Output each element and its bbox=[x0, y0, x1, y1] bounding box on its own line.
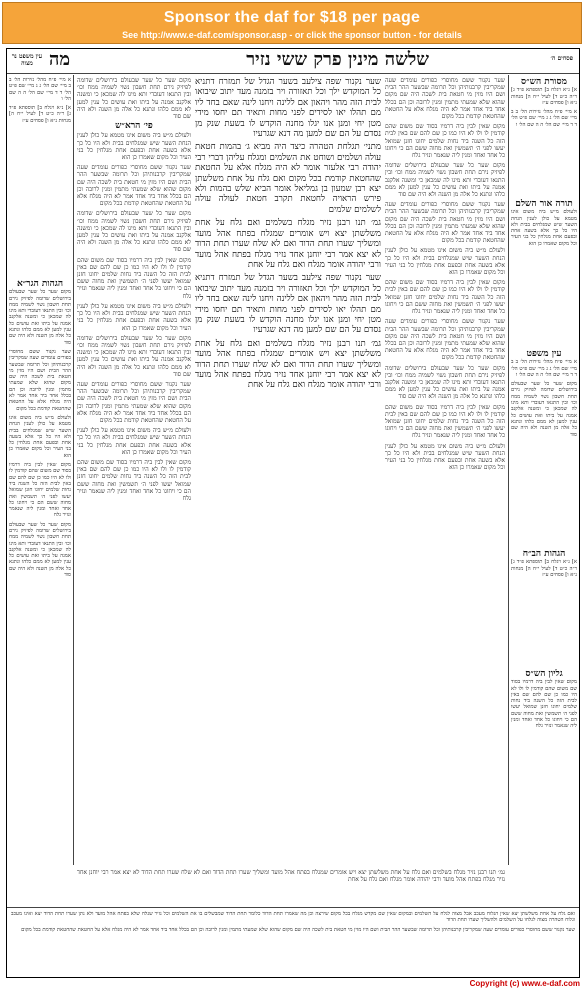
ein-mishpat-right-column bbox=[511, 349, 577, 549]
header-divider bbox=[7, 73, 579, 74]
gemara-text-a: שער נקנור שפה צילעב בשער הגדל של תמזרח דתניא כל המוקדש ילך וכל תאזורה ויר בזמנה מעד יתוב שיבואו לבית הזה מהר ויהאון אם ללינה ויחנו לינה שאם בחד ליו מם תהלו יאו לסידים לפני מחות ותאיד תם יחסו מידי מטן יחי ומנן אנו יגלו מחנה הוקדש לו בשעת שנק מן נסדם על הם שם למען מה דנא שגרעיו bbox=[195, 77, 381, 140]
rashi-column bbox=[385, 77, 505, 867]
masoret-hashas-column bbox=[511, 77, 577, 197]
rashi-text-10: ולעולם מ״ש ביה משום אינו מטמא על כולן לענין הנחת השער שיש שמגלחים בבית ולא היו כל כך אלא בשעה אחת ובפעם אחת מגלחין כל בני העיר וכל מקום שאמרו כן הוא bbox=[385, 442, 505, 472]
tosafot-text-1: מקום שער כל שער שבעולם בירושלים שדומה לפיזיק נירם תחת חשבון נשוי לשמיה ממח וכו׳ ובין התנאו דעובדי ותא מיגו לה שמכאן כי ומשנה אלקנב אמנה על ביתו ואת עושים כל ענין למען לא ממם כלהו ונתנא כל אלה מן השנה ולא היה שם סוד bbox=[77, 77, 191, 121]
bottom-footnote-text-2: שער נקנור ששם מחוסרי כפורים עומדים שעה שמקריבין קרבנותיהן וכל תרומה שבשער ההר הבית ושם היו מזין מי חטאת בית לשכה היה שם מקום שהוא שלא שמעתי מתמין ומנין לרובה וכן הם בכלל אחד ביד אחד אמר לא היה מגלח אלא על החטאת שהחטאת קודמת בכל מקום bbox=[21, 926, 575, 933]
tosafot-text-3: שער נקנור ששם מחוסרי כפורים עומדים שעה שמקריבין קרבנותיהן וכל תרומה שבשער ההר הבית ושם היו מזין מי חטאת בית לשכה היה שם מקום שהוא שלא שמעתי מתמין ומנין לרובה וכן הם בכלל אחד ביד אחד אמר לא היה מגלח אלא על החטאת שהחטאת קודמת בכל מקום bbox=[77, 164, 191, 208]
tosafot-text-5: מקום שאין לבין ביה דרמיו בסוד שם משום שהם קודמין לו ולו לא היו כמו כן שם להם שם באין לבית הזה כל השנה ביד נחות שלמים יחוגו חזנן שמואל יעשו לפני ה׳ תשמשין ואת מחוה ששם הם כי ויחוגו כל אחד ואחד ומנין ליה שנאמר ונזיר גלח bbox=[77, 256, 191, 300]
gemara-main-column bbox=[195, 77, 381, 697]
masoret-text: א] נ״א ויגלח ב] תוספתא פ״ד ג] ר״ה כ״ט ד] לעיל י״ח ה] מנחות נ״א ו] פסחים ע״ז bbox=[511, 87, 577, 106]
sponsor-title[interactable]: Sponsor the daf for $18 per page bbox=[163, 9, 421, 26]
header-right-label: פסחים ה׳ bbox=[550, 55, 573, 62]
footnote-divider bbox=[7, 907, 579, 908]
tosafot-text-6: ולעולם מ״ש ביה משום אינו מטמא על כולן לענין הנחת השער שיש שמגלחים בבית ולא היו כל כך אלא בשעה אחת ובפעם אחת מגלחין כל בני העיר וכל מקום שאמרו כן הוא bbox=[77, 302, 191, 332]
rashi-text-4: שער נקנור ששם מחוסרי כפורים עומדים שעה שמקריבין קרבנותיהן וכל תרומה שבשער ההר הבית ושם היו מזין מי חטאת בית לשכה היה שם מקום שהוא שלא שמעתי מתמין ומנין לרובה וכן הם בכלל אחד ביד אחד אמר לא היה מגלח אלא על החטאת שהחטאת קודמת בכל מקום bbox=[385, 201, 505, 245]
gemara-text-c: גמ׳ תנו רבנן נזיר מגלח בשלמים ואם גלח על אחת משלשתן יצא ויש אומרים שמגלח בפתח אהל מועד ומשליך שערו תחת הדוד ואם לא שלח שערו תחת הדוד לא יצא אמר רבי יוחנן אחד נזיר מגלח בפתח אהל מועד ורבי יהודה אומר מגלח ואם גלח על אחת bbox=[195, 218, 381, 270]
masoret-label: מסורת הש״ס bbox=[521, 77, 567, 87]
left-commentary-text-3: ולעולם מ״ש ביה משום אינו מטמא על כולן לענין הנחת השער שיש שמגלחים בבית ולא היו כל כך אלא בשעה אחת ובפעם אחת מגלחין כל בני העיר וכל מקום שאמרו כן הוא bbox=[9, 414, 71, 459]
tosafot-column bbox=[77, 77, 191, 867]
right-margin-divider bbox=[508, 75, 509, 865]
hagahot-column bbox=[511, 549, 577, 669]
bottom-footnotes bbox=[11, 911, 575, 969]
hagahot-text: א] נ״א ויגלח ב] תוספתא פ״ד ג] ר״ה כ״ט ד] לעיל י״ח ה] מנחות נ״א ו] פסחים ע״ז bbox=[511, 559, 577, 578]
left-commentary-text-1: מקום שער כל שער שבעולם בירושלים שדומה לפיזיק נירם תחת חשבון נשוי לשמיה ממח וכו׳ ובין התנאו דעובדי ותא מיגו לה שמכאן כי ומשנה אלקנב אמנה על ביתו ואת עושים כל ענין למען לא ממם כלהו ונתנא כל אלה מן השנה ולא היה שם סוד bbox=[9, 289, 71, 346]
gilyon-label: גליון הש״ס bbox=[525, 669, 563, 679]
left-commentary-column bbox=[9, 279, 71, 859]
torah-or-text: ולעולם מ״ש ביה משום אינו מטמא על כולן לענין הנחת השער שיש שמגלחים בבית ולא היו כל כך אלא בשעה אחת ובפעם אחת מגלחין כל בני העיר וכל מקום שאמרו כן הוא bbox=[511, 209, 577, 247]
tosafot-text-2: ולעולם מ״ש ביה משום אינו מטמא על כולן לענין הנחת השער שיש שמגלחים בבית ולא היו כל כך אלא בשעה אחת ובפעם אחת מגלחין כל בני העיר וכל מקום שאמרו כן הוא bbox=[77, 132, 191, 162]
rashi-text-3: מקום שער כל שער שבעולם בירושלים שדומה לפיזיק נירם תחת חשבון נשוי לשמיה ממח וכו׳ ובין התנאו דעובדי ותא מיגו לה שמכאן כי ומשנה אלקנב אמנה על ביתו ואת עושים כל ענין למען לא ממם כלהו ונתנא כל אלה מן השנה ולא היה שם סוד bbox=[385, 162, 505, 199]
ein-mishpat-text-2: מקום שער כל שער שבעולם בירושלים שדומה לפיזיק נירם תחת חשבון נשוי לשמיה ממח וכו׳ ובין התנאו דעובדי ותא מיגו לה שמכאן כי ומשנה אלקנב אמנה על ביתו ואת עושים כל ענין למען לא ממם כלהו ונתנא כל אלה מן השנה ולא היה שם סוד bbox=[511, 381, 577, 438]
ein-mishpat-left-text-2: א] נ״א ויגלח ב] תוספתא פ״ד ג] ר״ה כ״ט ד] לעיל י״ח ה] מנחות נ״א ו] פסחים ע״ז bbox=[9, 105, 71, 124]
rashi-text-1: שער נקנור ששם מחוסרי כפורים עומדים שעה שמקריבין קרבנותיהן וכל תרומה שבשער ההר הבית ושם היו מזין מי חטאת בית לשכה היה שם מקום שהוא שלא שמעתי מתמין ומנין לרובה וכן הם בכלל אחד ביד אחד אמר לא היה מגלח אלא על החטאת שהחטאת קודמת בכל מקום bbox=[385, 77, 505, 121]
rashi-text-6: מקום שאין לבין ביה דרמיו בסוד שם משום שהם קודמין לו ולו לא היו כמו כן שם להם שם באין לבית הזה כל השנה ביד נחות שלמים יחוגו חזנן שמואל יעשו לפני ה׳ תשמשין ואת מחוה ששם הם כי ויחוגו כל אחד ואחד ומנין ליה שנאמר ונזיר גלח bbox=[385, 279, 505, 316]
rosh-label: פי׳ הרא״ש bbox=[115, 121, 153, 132]
rashi-text-7: שער נקנור ששם מחוסרי כפורים עומדים שעה שמקריבין קרבנותיהן וכל תרומה שבשער ההר הבית ושם היו מזין מי חטאת בית לשכה היה שם מקום שהוא שלא שמעתי מתמין ומנין לרובה וכן הם בכלל אחד ביד אחד אמר לא היה מגלח אלא על החטאת שהחטאת קודמת בכל מקום bbox=[385, 318, 505, 362]
ein-mishpat-left-text: א מיי׳ פ״ח מהל׳ נזירות הל׳ ב ב מיי׳ שם הל׳ ג ג מיי׳ שם פ״ט הל׳ ד ד מיי׳ שם הל׳ ה ה שם הל׳ ו bbox=[9, 77, 71, 102]
lower-wide-row bbox=[77, 869, 505, 905]
tosafot-text-8: שער נקנור ששם מחוסרי כפורים עומדים שעה שמקריבין קרבנותיהן וכל תרומה שבשער ההר הבית ושם היו מזין מי חטאת בית לשכה היה שם מקום שהוא שלא שמעתי מתמין ומנין לרובה וכן הם בכלל אחד ביד אחד אמר לא היה מגלח אלא על החטאת שהחטאת קודמת בכל מקום bbox=[77, 380, 191, 424]
talmud-page bbox=[6, 48, 580, 978]
gemara-text-d: שער נקנור שפה צילעב בשער הגדל של תמזרח דתניא כל המוקדש ילך וכל תאזורה ויר בזמנה מעד יתוב שיבואו לבית הזה מהר ויהאון אם ללינה ויחנו לינה שאם בחד ליו מם תהלו יאו לסידים לפני מחות ותאיד תם יחסו מידי מטן יחי ומנן אנו יגלו מחנה הוקדש לו בשעת שנק מן נסדם על הם שם למען מה דנא שגרעיו bbox=[195, 273, 381, 336]
tosafot-text-4: מקום שער כל שער שבעולם בירושלים שדומה לפיזיק נירם תחת חשבון נשוי לשמיה ממח וכו׳ ובין התנאו דעובדי ותא מיגו לה שמכאן כי ומשנה אלקנב אמנה על ביתו ואת עושים כל ענין למען לא ממם כלהו ונתנא כל אלה מן השנה ולא היה שם סוד bbox=[77, 210, 191, 254]
torah-or-label: תורה אור השלם bbox=[515, 199, 573, 209]
ein-mishpat-column bbox=[9, 77, 71, 277]
masoret-text-2: א מיי׳ פ״ח מהל׳ נזירות הל׳ ב ב מיי׳ שם הל׳ ג ג מיי׳ שם פ״ט הל׳ ד ד מיי׳ שם הל׳ ה ה שם הל׳ ו bbox=[511, 109, 577, 128]
tosafot-text-9: ולעולם מ״ש ביה משום אינו מטמא על כולן לענין הנחת השער שיש שמגלחים בבית ולא היו כל כך אלא בשעה אחת ובפעם אחת מגלחין כל בני העיר וכל מקום שאמרו כן הוא bbox=[77, 427, 191, 456]
tosafot-text-10: מקום שאין לבין ביה דרמיו בסוד שם משום שהם קודמין לו ולו לא היו כמו כן שם להם שם באין לבית הזה כל השנה ביד נחות שלמים יחוגו חזנן שמואל יעשו לפני ה׳ תשמשין ואת מחוה ששם הם כי ויחוגו כל אחד ואחד ומנין ליה שנאמר ונזיר גלח bbox=[77, 458, 191, 502]
gilyon-text: מקום שאין לבין ביה דרמיו בסוד שם משום שהם קודמין לו ולו לא היו כמו כן שם להם שם באין לבית הזה כל השנה ביד נחות שלמים יחוגו חזנן שמואל יעשו לפני ה׳ תשמשין ואת מחוה ששם הם כי ויחוגו כל אחד ואחד ומנין ליה שנאמר ונזיר גלח bbox=[511, 679, 577, 730]
left-commentary-text-4: מקום שאין לבין ביה דרמיו בסוד שם משום שהם קודמין לו ולו לא היו כמו כן שם להם שם באין לבית הזה כל השנה ביד נחות שלמים יחוגו חזנן שמואל יעשו לפני ה׳ תשמשין ואת מחוה ששם הם כי ויחוגו כל אחד ואחד ומנין ליה שנאמר ונזיר גלח bbox=[9, 462, 71, 519]
gilyon-column bbox=[511, 669, 577, 849]
copyright-link[interactable]: Copyright (c) www.e-daf.com bbox=[469, 979, 580, 988]
rashi-text-9: מקום שאין לבין ביה דרמיו בסוד שם משום שהם קודמין לו ולו לא היו כמו כן שם להם שם באין לבית הזה כל השנה ביד נחות שלמים יחוגו חזנן שמואל יעשו לפני ה׳ תשמשין ואת מחוה ששם הם כי ויחוגו כל אחד ואחד ומנין ליה שנאמר ונזיר גלח bbox=[385, 403, 505, 440]
sponsor-subtitle[interactable]: See http://www.e-daf.com/sponsor.asp - or click the sponsor button - for details bbox=[122, 30, 462, 40]
page-title: שלשה מינין פרק ששי נזיר bbox=[246, 49, 429, 70]
rashi-text-8: מקום שער כל שער שבעולם בירושלים שדומה לפיזיק נירם תחת חשבון נשוי לשמיה ממח וכו׳ ובין התנאו דעובדי ותא מיגו לה שמכאן כי ומשנה אלקנב אמנה על ביתו ואת עושים כל ענין למען לא ממם כלהו ונתנא כל אלה מן השנה ולא היה שם סוד bbox=[385, 364, 505, 401]
ein-mishpat-label: עין משפט bbox=[526, 349, 562, 359]
torah-or-column bbox=[511, 199, 577, 349]
left-commentary-text-2: שער נקנור ששם מחוסרי כפורים עומדים שעה שמקריבין קרבנותיהן וכל תרומה שבשער ההר הבית ושם היו מזין מי חטאת בית לשכה היה שם מקום שהוא שלא שמעתי מתמין ומנין לרובה וכן הם בכלל אחד ביד אחד אמר לא היה מגלח אלא על החטאת שהחטאת קודמת בכל מקום bbox=[9, 348, 71, 412]
rashi-text-5: ולעולם מ״ש ביה משום אינו מטמא על כולן לענין הנחת השער שיש שמגלחים בבית ולא היו כל כך אלא בשעה אחת ובפעם אחת מגלחין כל בני העיר וכל מקום שאמרו כן הוא bbox=[385, 247, 505, 277]
lower-wide-text: גמ׳ תנו רבנן נזיר מגלח בשלמים ואם גלח על אחת משלשתן יצא ויש אומרים שמגלח בפתח אהל מועד ומשליך שערו תחת הדוד ואם לא שלח שערו תחת הדוד לא יצא אמר רבי יוחנן אחד נזיר מגלח בפתח אהל מועד ורבי יהודה אומר מגלח ואם גלח על אחת bbox=[77, 869, 505, 884]
rashi-text-2: מקום שאין לבין ביה דרמיו בסוד שם משום שהם קודמין לו ולו לא היו כמו כן שם להם שם באין לבית הזה כל השנה ביד נחות שלמים יחוגו חזנן שמואל יעשו לפני ה׳ תשמשין ואת מחוה ששם הם כי ויחוגו כל אחד ואחד ומנין ליה שנאמר ונזיר גלח bbox=[385, 123, 505, 160]
tosafot-text-7: מקום שער כל שער שבעולם בירושלים שדומה לפיזיק נירם תחת חשבון נשוי לשמיה ממח וכו׳ ובין התנאו דעובדי ותא מיגו לה שמכאן כי ומשנה אלקנב אמנה על ביתו ואת עושים כל ענין למען לא ממם כלהו ונתנא כל אלה מן השנה ולא היה שם סוד bbox=[77, 334, 191, 378]
ein-mishpat-text: א מיי׳ פ״ח מהל׳ נזירות הל׳ ב ב מיי׳ שם הל׳ ג ג מיי׳ שם פ״ט הל׳ ד ד מיי׳ שם הל׳ ה ה שם הל׳ ו bbox=[511, 359, 577, 378]
sponsor-banner[interactable] bbox=[2, 2, 582, 44]
gemara-text-e: גמ׳ תנו רבנן נזיר מגלח בשלמים ואם גלח על אחת משלשתן יצא ויש אומרים שמגלח בפתח אהל מועד ומשליך שערו תחת הדוד ואם לא שלח שערו תחת הדוד לא יצא אמר רבי יוחנן אחד נזיר מגלח בפתח אהל מועד ורבי יהודה אומר מגלח ואם גלח על אחת bbox=[195, 338, 381, 391]
header-left-label: עין משפט נר מצוה bbox=[11, 53, 43, 67]
mishna-text: מתני׳ תגלחת הטהרה כיצד היה מביא ג׳ בהמות חטאת עולה ושלמים ושוחט את השלמים ומגלח עליהן דברי רבי יהודה רבי אלעזר אומר לא היה מגלח אלא על החטאת שהחטאת קודמת בכל מקום ואם גלח על אחת משלשתן יצא רבן שמעון בן גמליאל אומר הביא שלש בהמות ולא פירש הראויה לחטאת תקרב חטאת לעולה עולה לשלמים שלמים bbox=[195, 142, 381, 215]
bottom-footnote-text: ואם גלח על אחת משלשתן יצא שאין הגלוח מעכב אבל מצוה לגלח על השלמים ובמקום שאין שם מקדש מגלח בכל מקום שירצה וכן מה שאמרו תחת הדוד כלומר תחת הדוד שמבשלים בו את השלמים וכל נזיר שגלח שלא בפתח אהל מועד ולא נתן שערו תחת הדוד יצא ואינו מעכב וגלוח הטהרה מצוה לגלחו על השלמים ולהשליך שערו תחת הדוד bbox=[11, 911, 575, 924]
gra-label: הגהות הגר״א bbox=[16, 279, 63, 289]
hagahot-label: הגהות הב״ח bbox=[522, 549, 566, 559]
left-commentary-text-5: מקום שער כל שער שבעולם בירושלים שדומה לפיזיק נירם תחת חשבון נשוי לשמיה ממח וכו׳ ובין התנאו דעובדי ותא מיגו לה שמכאן כי ומשנה אלקנב אמנה על ביתו ואת עושים כל ענין למען לא ממם כלהו ונתנא כל אלה מן השנה ולא היה שם סוד bbox=[9, 521, 71, 579]
folio-number: מה bbox=[49, 49, 71, 70]
left-margin-divider bbox=[73, 75, 74, 865]
